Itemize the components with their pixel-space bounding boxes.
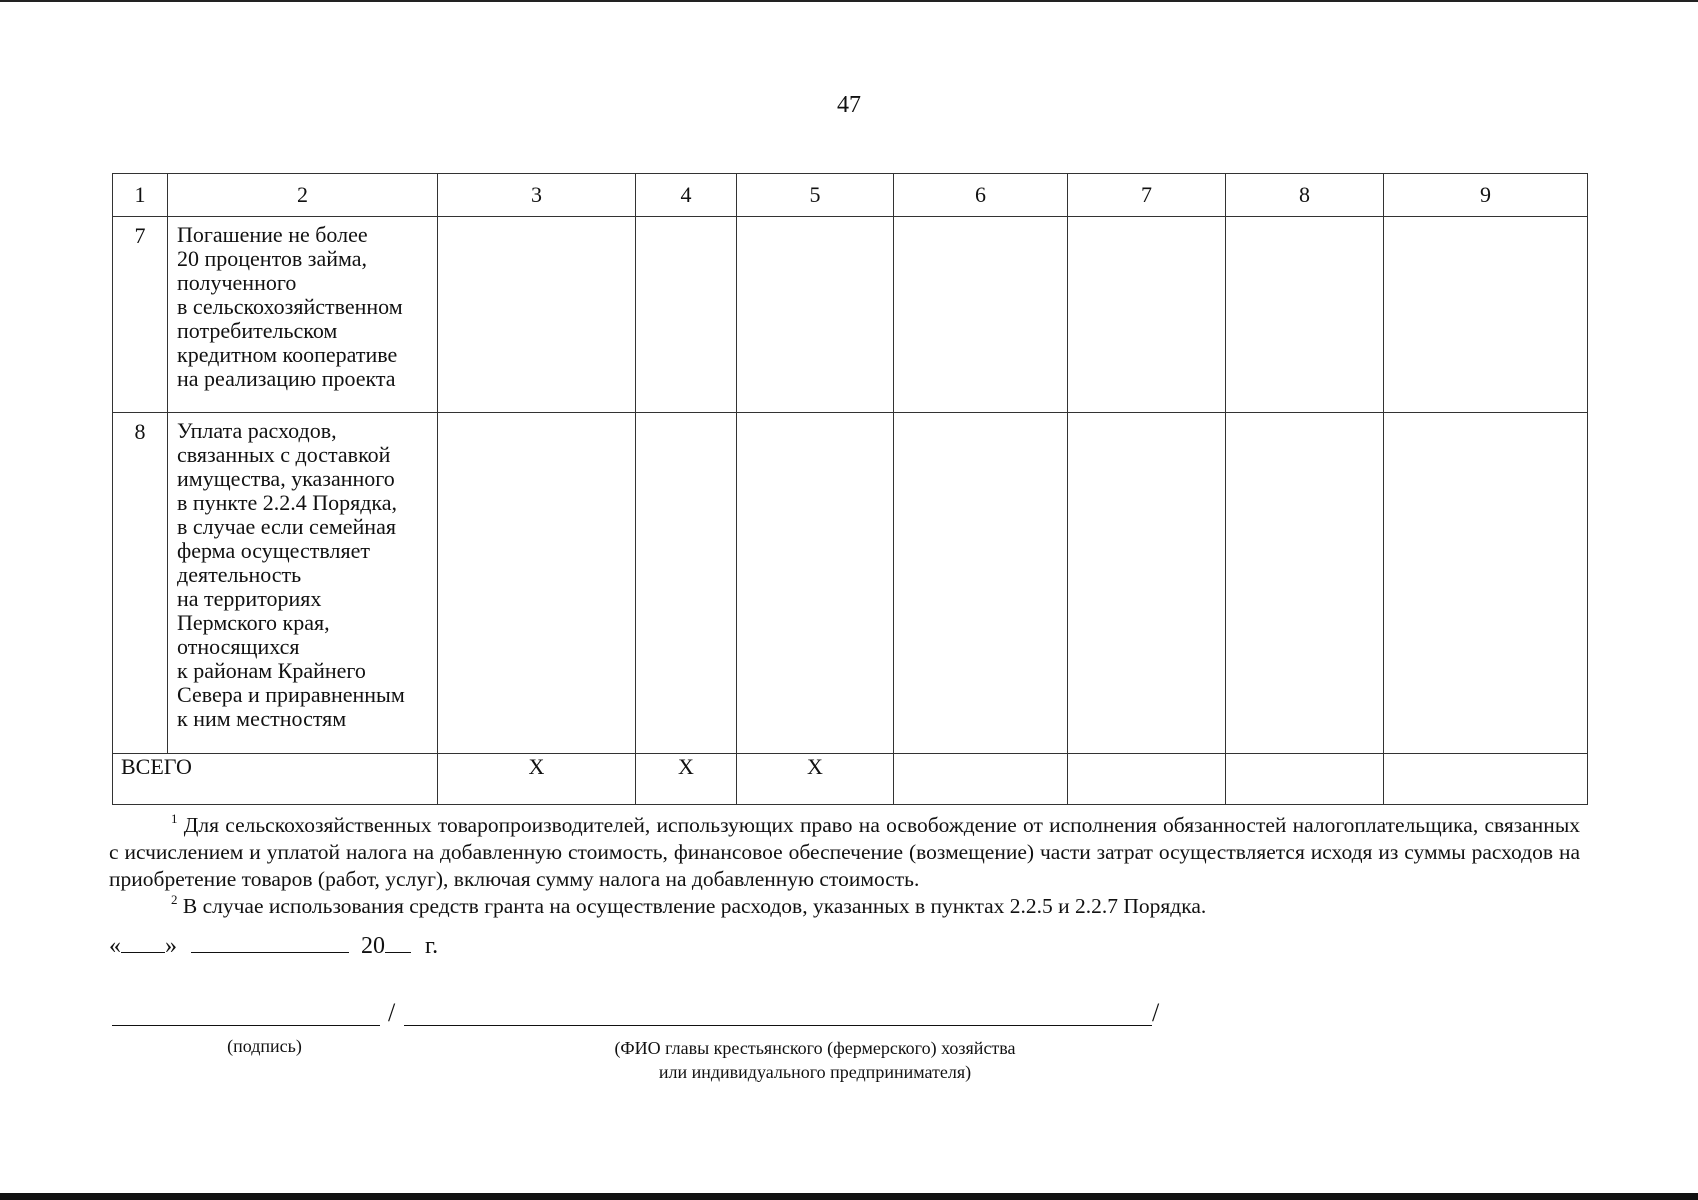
table-row xyxy=(113,217,1588,413)
table-header-row xyxy=(113,174,1588,217)
total-x-mark: X xyxy=(737,754,894,805)
footnote-text: Для сельскохозяйственных товаропроизводителей, использующих право на освобождение от исполнения обязанностей налогоплательщика, связанных с исчислением и уплатой налога на добавленную стоимость, финансовое обеспечение (возмещение) части затрат осуществляется исходя из суммы расходов на приобретение товаров (работ, услуг), включая сумму налога на добавленную стоимость. xyxy=(109,813,1581,891)
row-description: Уплата расходов, связанных с доставкой имущества, указанного в пункте 2.2.4 Порядка, в случае если семейная ферма осуществляет деятельность на территориях Пермского края, относящихся к районам Крайнего Севера и приравненным к ним местностям xyxy=(168,413,438,754)
year-suffix: г. xyxy=(425,933,439,959)
table-cell xyxy=(1384,217,1588,413)
page-number: 47 xyxy=(837,92,861,118)
column-header: 9 xyxy=(1384,174,1588,217)
table-cell xyxy=(1068,217,1226,413)
date-close-quote: » xyxy=(165,933,177,959)
table-cell xyxy=(894,217,1068,413)
table-cell xyxy=(1226,217,1384,413)
footnotes xyxy=(109,812,1580,920)
table-cell xyxy=(737,217,894,413)
table-cell xyxy=(737,413,894,754)
table-cell xyxy=(894,754,1068,805)
row-description: Погашение не более 20 процентов займа, полученного в сельскохозяйственном потребительском кредитном кооперативе на реализацию проекта xyxy=(168,217,438,413)
footnote-text: В случае использования средств гранта на осуществление расходов, указанных в пунктах 2.2.5 и 2.2.7 Порядка. xyxy=(182,894,1207,918)
column-header: 5 xyxy=(737,174,894,217)
page-top-border xyxy=(0,0,1698,2)
table-cell xyxy=(636,217,737,413)
table-cell xyxy=(438,217,636,413)
signature-slash: / xyxy=(388,998,396,1027)
column-header: 3 xyxy=(438,174,636,217)
signature-line[interactable] xyxy=(112,1025,380,1026)
day-blank[interactable] xyxy=(121,930,165,953)
table-cell xyxy=(1068,413,1226,754)
column-header: 7 xyxy=(1068,174,1226,217)
name-caption-line: или индивидуального предпринимателя) xyxy=(658,1062,972,1082)
footnote-mark: 2 xyxy=(171,892,178,907)
year-prefix: 20 xyxy=(361,933,385,959)
table-cell xyxy=(1384,413,1588,754)
month-blank[interactable] xyxy=(191,930,349,953)
table-cell xyxy=(1068,754,1226,805)
page-bottom-border xyxy=(0,1193,1698,1200)
table-cell xyxy=(438,413,636,754)
column-header: 8 xyxy=(1226,174,1384,217)
total-x-mark: X xyxy=(438,754,636,805)
table-cell xyxy=(636,413,737,754)
footnote-2 xyxy=(109,893,1580,920)
total-x-mark: X xyxy=(636,754,737,805)
column-header: 1 xyxy=(113,174,168,217)
footnote-mark: 1 xyxy=(171,811,178,826)
row-number: 7 xyxy=(113,217,168,413)
total-label: ВСЕГО xyxy=(113,754,438,805)
column-header: 6 xyxy=(894,174,1068,217)
date-open-quote: « xyxy=(109,933,121,959)
column-header: 2 xyxy=(168,174,438,217)
row-number: 8 xyxy=(113,413,168,754)
name-line[interactable] xyxy=(404,1025,1152,1026)
expense-table xyxy=(112,173,1588,805)
name-caption-line: (ФИО главы крестьянского (фермерского) хозяйства xyxy=(614,1038,1016,1058)
table-cell xyxy=(1384,754,1588,805)
table-row xyxy=(113,413,1588,754)
name-slash: / xyxy=(1152,998,1160,1027)
year-blank[interactable] xyxy=(385,930,411,953)
total-row xyxy=(113,754,1588,805)
name-caption xyxy=(540,1036,1090,1084)
table-cell xyxy=(1226,413,1384,754)
column-header: 4 xyxy=(636,174,737,217)
date-line xyxy=(109,930,438,960)
footnote-1 xyxy=(109,812,1580,893)
table-cell xyxy=(1226,754,1384,805)
table-cell xyxy=(894,413,1068,754)
signature-caption: (подпись) xyxy=(227,1036,302,1056)
